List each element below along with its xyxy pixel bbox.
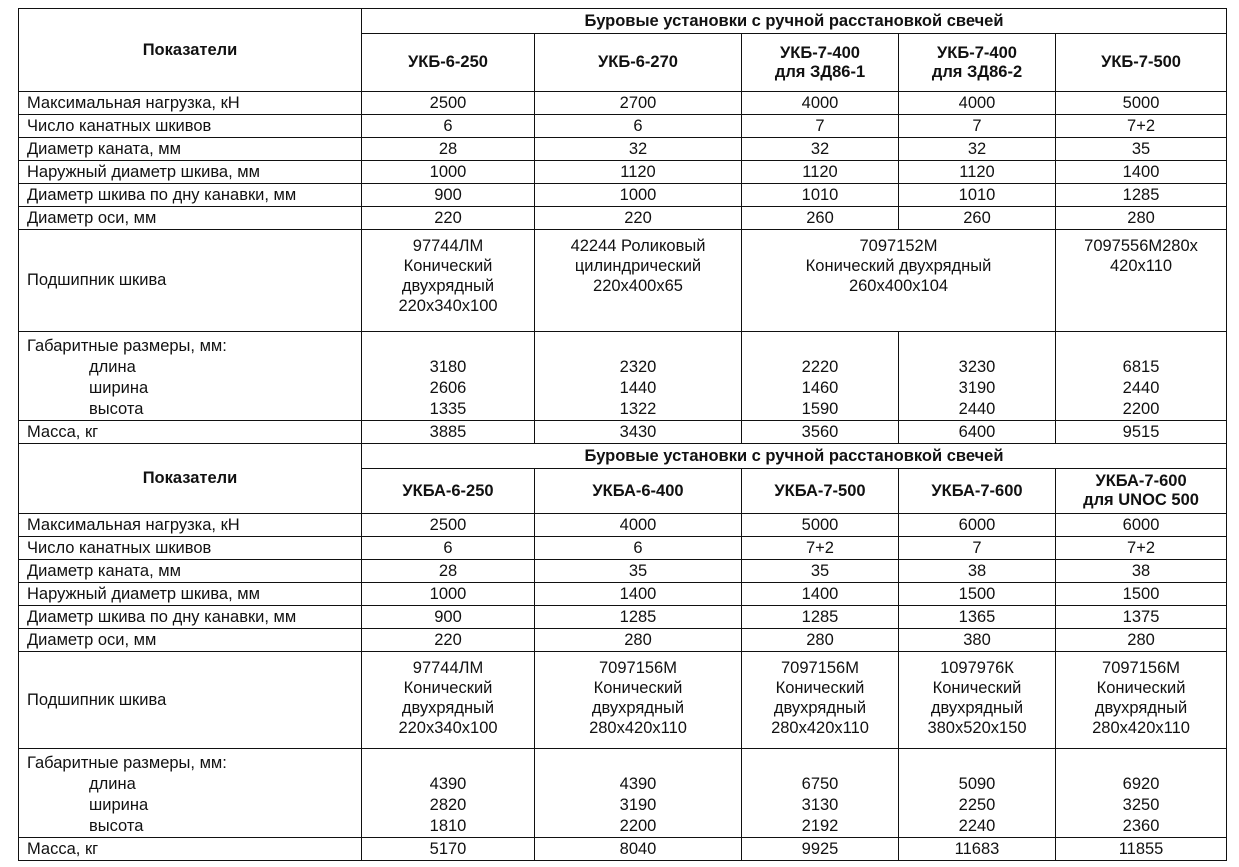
table-row (19, 115, 1227, 138)
dimension-value: 3230 (958, 358, 996, 376)
mass-value: 9515 (1056, 421, 1227, 444)
bearing-line: 220х340х100 (398, 719, 498, 737)
row-label: Диаметр шкива по дну канавки, мм (19, 184, 362, 207)
row-value: 1000 (535, 184, 742, 207)
group-title: Буровые установки с ручной расстановкой свечей (362, 444, 1227, 469)
row-value: 1010 (899, 184, 1056, 207)
model-name: УКБ-7-400 (780, 43, 860, 62)
bearing-line: двухрядный (930, 699, 1024, 717)
dimensions-cell (362, 749, 535, 838)
dimensions-cell (899, 749, 1056, 838)
row-value: 2700 (535, 92, 742, 115)
dimensions-label-cell (19, 749, 362, 838)
bearing-cell (1056, 652, 1227, 749)
row-value: 1000 (362, 583, 535, 606)
row-value: 220 (362, 629, 535, 652)
bearing-line: 1097976К (940, 659, 1014, 677)
bearing-line: 7097156М (1102, 659, 1181, 677)
bearing-line: 280х420х110 (1092, 719, 1190, 737)
bearing-line: 42244 Роликовый (570, 237, 706, 255)
row-value: 35 (742, 560, 899, 583)
dimension-value: 2192 (801, 817, 839, 835)
row-value: 6 (362, 115, 535, 138)
model-name: УКБА-7-600 (1095, 472, 1187, 490)
bearing-line: 280х420х110 (589, 719, 687, 737)
table-row (19, 606, 1227, 629)
dimension-value: 2820 (429, 796, 467, 814)
row-value: 2500 (362, 92, 535, 115)
dimensions-sub-label: высота (89, 817, 144, 835)
bearing-label: Подшипник шкива (19, 230, 362, 332)
row-label: Диаметр шкива по дну канавки, мм (19, 606, 362, 629)
bearing-line: Конический (932, 679, 1022, 697)
model-name: УКБ-7-500 (1101, 53, 1181, 71)
row-value: 1285 (742, 606, 899, 629)
bearing-cell (535, 652, 742, 749)
row-value: 6 (535, 115, 742, 138)
bearing-cell (362, 652, 535, 749)
bearing-line: двухрядный (1094, 699, 1188, 717)
bearing-line: 220х340х100 (398, 297, 498, 315)
row-value: 28 (362, 560, 535, 583)
dimensions-cell (535, 332, 742, 421)
row-value: 280 (535, 629, 742, 652)
row-value: 32 (535, 138, 742, 161)
bearing-line: 280х420х110 (771, 719, 869, 737)
row-label: Диаметр каната, мм (19, 138, 362, 161)
dimensions-sub-label: длина (89, 358, 136, 376)
row-value: 900 (362, 184, 535, 207)
dimension-value: 2250 (958, 796, 996, 814)
dimension-value: 2240 (958, 817, 996, 835)
dimensions-label: Габаритные размеры, мм: (27, 754, 227, 772)
dimension-value: 2440 (958, 400, 996, 418)
bearing-row (19, 652, 1227, 749)
row-value: 38 (1056, 560, 1227, 583)
model-name-cell (899, 469, 1056, 514)
model-name: УКБА-7-600 (931, 481, 1023, 500)
row-value: 6 (535, 537, 742, 560)
dimensions-cell (742, 749, 899, 838)
header-label: Показатели (19, 9, 362, 92)
mass-value: 6400 (899, 421, 1056, 444)
row-value: 7 (899, 537, 1056, 560)
dimensions-row (19, 332, 1227, 421)
dimensions-cell (362, 332, 535, 421)
row-label: Наружный диаметр шкива, мм (19, 583, 362, 606)
row-value: 1500 (1056, 583, 1227, 606)
row-value: 280 (1056, 207, 1227, 230)
drilling-rigs-spec-table (18, 8, 1227, 861)
row-value: 7+2 (1056, 115, 1227, 138)
bearing-line: 7097156М (781, 659, 859, 677)
dimensions-label: Габаритные размеры, мм: (27, 337, 227, 355)
bearing-cell (742, 652, 899, 749)
mass-value: 11855 (1056, 838, 1227, 861)
row-value: 1120 (535, 161, 742, 184)
mass-row (19, 421, 1227, 444)
row-value: 1120 (742, 161, 899, 184)
row-label: Максимальная нагрузка, кН (19, 514, 362, 537)
bearing-line: Конический (403, 679, 493, 697)
header-label: Показатели (19, 444, 362, 514)
row-value: 6000 (1056, 514, 1227, 537)
dimension-value: 3190 (958, 379, 996, 397)
dimensions-cell (899, 332, 1056, 421)
dimensions-cell (742, 332, 899, 421)
bearing-line: 7097556М280х (1084, 237, 1198, 255)
dimension-value: 1460 (801, 379, 839, 397)
table-row (19, 537, 1227, 560)
table-row (19, 583, 1227, 606)
row-value: 1400 (742, 583, 899, 606)
row-value: 7+2 (1056, 537, 1227, 560)
bearing-label: Подшипник шкива (19, 652, 362, 749)
model-name-cell (742, 34, 899, 92)
row-value: 28 (362, 138, 535, 161)
dimension-value: 2200 (619, 817, 657, 835)
bearing-line: Конический (593, 679, 683, 697)
row-label: Наружный диаметр шкива, мм (19, 161, 362, 184)
dimension-value: 4390 (619, 775, 657, 793)
dimension-value: 6920 (1122, 775, 1160, 793)
table-row (19, 184, 1227, 207)
mass-row (19, 838, 1227, 861)
model-name-cell (899, 34, 1056, 92)
mass-label: Масса, кг (19, 421, 362, 444)
row-value: 1010 (742, 184, 899, 207)
row-value: 32 (899, 138, 1056, 161)
dimension-value: 3250 (1122, 796, 1160, 814)
dimensions-sub-label: высота (89, 400, 144, 418)
bearing-line: 7097152М (859, 237, 938, 255)
dimension-value: 3190 (619, 796, 657, 814)
dimensions-label-cell (19, 332, 362, 421)
mass-label: Масса, кг (19, 838, 362, 861)
model-name: для UNOC 500 (1083, 491, 1199, 509)
bearing-line: Конический (775, 679, 865, 697)
row-value: 260 (899, 207, 1056, 230)
bearing-line: 97744ЛМ (412, 659, 484, 677)
row-value: 1400 (535, 583, 742, 606)
row-value: 7+2 (742, 537, 899, 560)
dimension-value: 2220 (801, 358, 839, 376)
model-name: УКБ-6-270 (598, 53, 678, 71)
row-label: Диаметр каната, мм (19, 560, 362, 583)
group-title: Буровые установки с ручной расстановкой свечей (362, 9, 1227, 34)
row-value: 260 (742, 207, 899, 230)
row-value: 32 (742, 138, 899, 161)
row-value: 1375 (1056, 606, 1227, 629)
dimension-value: 2360 (1122, 817, 1160, 835)
dimensions-sub-label: ширина (89, 379, 149, 397)
bearing-cell (899, 652, 1056, 749)
model-name-cell (362, 469, 535, 514)
dimensions-sub-label: ширина (89, 796, 149, 814)
table-row (19, 560, 1227, 583)
row-value: 38 (899, 560, 1056, 583)
mass-value: 9925 (742, 838, 899, 861)
bearing-line: 97744ЛМ (412, 237, 484, 255)
dimension-value: 1590 (801, 400, 839, 418)
bearing-cell (1056, 230, 1227, 332)
bearing-cell (362, 230, 535, 332)
model-name-cell (535, 469, 742, 514)
row-value: 1285 (535, 606, 742, 629)
table-row (19, 138, 1227, 161)
dimension-value: 2200 (1122, 400, 1160, 418)
row-value: 6 (362, 537, 535, 560)
model-name-cell (535, 34, 742, 92)
bearing-line: 7097156М (599, 659, 677, 677)
model-name: УКБА-7-500 (774, 481, 866, 500)
dimensions-cell (1056, 332, 1227, 421)
dimension-value: 2320 (619, 358, 657, 376)
row-label: Максимальная нагрузка, кН (19, 92, 362, 115)
model-name-cell (362, 34, 535, 92)
model-name: УКБ-7-400 (937, 43, 1017, 62)
model-name: для ЗД86-1 (774, 62, 866, 81)
dimension-value: 1440 (619, 379, 657, 397)
row-value: 1000 (362, 161, 535, 184)
row-value: 35 (1056, 138, 1227, 161)
mass-value: 3430 (535, 421, 742, 444)
row-value: 7 (742, 115, 899, 138)
dimension-value: 3180 (429, 358, 467, 376)
dimension-value: 1810 (429, 817, 467, 835)
dimension-value: 3130 (801, 796, 839, 814)
row-value: 1120 (899, 161, 1056, 184)
bearing-line: Конический (1096, 679, 1186, 697)
dimensions-cell (1056, 749, 1227, 838)
dimension-value: 5090 (958, 775, 996, 793)
row-value: 2500 (362, 514, 535, 537)
bearing-line: 380х520х150 (927, 719, 1027, 737)
bearing-cell (535, 230, 742, 332)
row-value: 280 (1056, 629, 1227, 652)
table-row (19, 207, 1227, 230)
bearing-line: 420х110 (1109, 257, 1173, 275)
row-value: 4000 (899, 92, 1056, 115)
row-value: 1285 (1056, 184, 1227, 207)
model-name: УКБА-6-400 (592, 481, 684, 500)
table-row (19, 514, 1227, 537)
dimensions-cell (535, 749, 742, 838)
row-value: 4000 (535, 514, 742, 537)
bearing-line: 260х400х104 (848, 277, 949, 295)
dimension-value: 6815 (1122, 358, 1160, 376)
bearing-line: цилиндрический (574, 257, 702, 275)
row-label: Число канатных шкивов (19, 537, 362, 560)
model-name-cell (1056, 469, 1227, 514)
model-name: УКБА-6-250 (402, 481, 494, 500)
dimension-value: 6750 (801, 775, 839, 793)
table-row (19, 629, 1227, 652)
row-value: 280 (742, 629, 899, 652)
bearing-line: 220х400х65 (593, 277, 683, 295)
dimensions-row (19, 749, 1227, 838)
row-value: 1365 (899, 606, 1056, 629)
dimension-value: 1322 (619, 400, 657, 418)
row-value: 5000 (742, 514, 899, 537)
row-label: Число канатных шкивов (19, 115, 362, 138)
bearing-line: Конический (403, 257, 493, 275)
mass-value: 5170 (362, 838, 535, 861)
model-name: для ЗД86-2 (931, 62, 1023, 81)
row-value: 35 (535, 560, 742, 583)
bearing-line: Конический двухрядный (805, 257, 992, 275)
model-name-cell (742, 469, 899, 514)
row-value: 900 (362, 606, 535, 629)
row-value: 220 (362, 207, 535, 230)
bearing-line: двухрядный (773, 699, 867, 717)
row-value: 6000 (899, 514, 1056, 537)
bearing-row (19, 230, 1227, 332)
row-value: 1500 (899, 583, 1056, 606)
row-label: Диаметр оси, мм (19, 629, 362, 652)
row-value: 220 (535, 207, 742, 230)
table-row (19, 161, 1227, 184)
header-row (19, 444, 1227, 469)
dimension-value: 2606 (429, 379, 467, 397)
mass-value: 3560 (742, 421, 899, 444)
row-value: 1400 (1056, 161, 1227, 184)
row-value: 7 (899, 115, 1056, 138)
row-value: 4000 (742, 92, 899, 115)
dimensions-sub-label: длина (89, 775, 136, 793)
dimension-value: 1335 (429, 400, 467, 418)
bearing-line: двухрядный (401, 699, 495, 717)
bearing-line: двухрядный (591, 699, 685, 717)
mass-value: 11683 (899, 838, 1056, 861)
mass-value: 8040 (535, 838, 742, 861)
dimension-value: 2440 (1122, 379, 1160, 397)
row-label: Диаметр оси, мм (19, 207, 362, 230)
header-row (19, 9, 1227, 34)
row-value: 5000 (1056, 92, 1227, 115)
table-row (19, 92, 1227, 115)
dimension-value: 4390 (429, 775, 467, 793)
bearing-cell (742, 230, 1056, 332)
model-name-cell (1056, 34, 1227, 92)
row-value: 380 (899, 629, 1056, 652)
bearing-line: двухрядный (401, 277, 495, 295)
model-name: УКБ-6-250 (408, 53, 488, 71)
mass-value: 3885 (362, 421, 535, 444)
